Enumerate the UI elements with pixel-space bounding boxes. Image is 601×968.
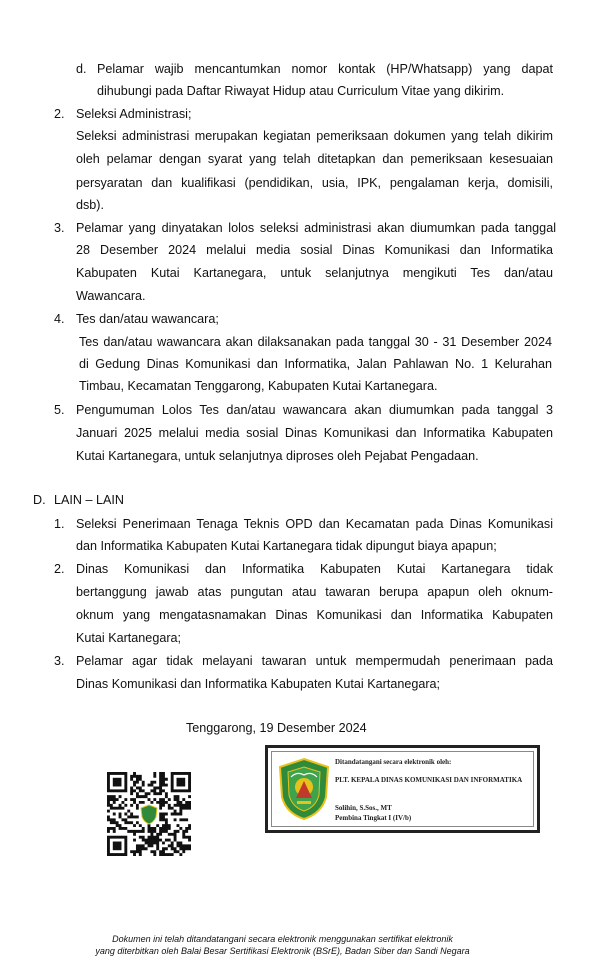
section-d-item-1-line-2: dan Informatika Kabupaten Kutai Kartanegara tidak dipungut biaya apapun;	[76, 539, 497, 553]
item-5-line-2: Januari 2025 melalui media sosial Dinas Komunikasi dan Informatika Kabupaten	[76, 426, 553, 440]
section-d-item-2-line-4: Kutai Kartanegara;	[76, 631, 182, 645]
section-d-number-2: 2.	[54, 562, 65, 576]
list-item-d-line-1: Pelamar wajib mencantumkan nomor kontak (HP/Whatsapp) yang dapat	[97, 62, 553, 76]
item-2-line-1: Seleksi administrasi merupakan kegiatan pemeriksaan dokumen yang telah dikirim	[76, 129, 553, 143]
item-3-line-4: Wawancara.	[76, 289, 146, 303]
regency-emblem-icon	[277, 757, 331, 821]
item-2-line-3: persyaratan dan kualifikasi (pendidikan, usia, IPK, pengalaman kerja, domisili,	[76, 176, 553, 190]
list-number-4: 4.	[54, 312, 65, 326]
list-number-2: 2.	[54, 107, 65, 121]
item-4-heading: Tes dan/atau wawancara;	[76, 312, 219, 326]
signature-header: Ditandatangani secara elektronik oleh:	[335, 758, 452, 766]
item-3-line-2: 28 Desember 2024 melalui media sosial Dinas Komunikasi dan Informatika	[76, 243, 553, 257]
footer-line-2: yang diterbitkan oleh Balai Besar Sertifikasi Elektronik (BSrE), Badan Siber dan Sandi Negara	[95, 946, 470, 956]
item-4-line-1: Tes dan/atau wawancara akan dilaksanakan pada tanggal 30 - 31 Desember 2024	[79, 335, 552, 349]
item-2-line-4: dsb).	[76, 198, 104, 212]
section-d-item-3-line-2: Dinas Komunikasi dan Informatika Kabupaten Kutai Kartanegara;	[76, 677, 441, 691]
item-3-line-3: Kabupaten Kutai Kartanegara, untuk selanjutnya mengikuti Tes dan/atau	[76, 266, 553, 280]
section-d-title: LAIN – LAIN	[54, 493, 124, 507]
signatory-name: Solihin, S.Sos., MT	[335, 804, 392, 812]
place-date: Tenggarong, 19 Desember 2024	[186, 721, 367, 735]
electronic-signature-box	[265, 745, 540, 833]
section-d-letter: D.	[33, 493, 46, 507]
footer-line-1: Dokumen ini telah ditandatangani secara elektronik menggunakan sertifikat elektronik	[112, 934, 453, 944]
section-d-item-2-line-1: Dinas Komunikasi dan Informatika Kabupaten Kutai Kartanegara tidak	[76, 562, 553, 576]
item-2-heading: Seleksi Administrasi;	[76, 107, 192, 121]
section-d-item-1-line-1: Seleksi Penerimaan Tenaga Teknis OPD dan Kecamatan pada Dinas Komunikasi	[76, 517, 553, 531]
section-d-number-3: 3.	[54, 654, 65, 668]
section-d-number-1: 1.	[54, 517, 65, 531]
section-d-item-2-line-2: bertanggung jawab atas pungutan atau tawaran berupa apapun oleh oknum-	[76, 585, 553, 599]
item-5-line-3: Kutai Kartanegara, untuk selanjutnya diproses oleh Pejabat Pengadaan.	[76, 449, 479, 463]
list-number-5: 5.	[54, 403, 65, 417]
item-5-line-1: Pengumuman Lolos Tes dan/atau wawancara akan diumumkan pada tanggal 3	[76, 403, 553, 417]
section-d-item-2-line-3: oknum yang mengatasnamakan Dinas Komunikasi dan Informatika Kabupaten	[76, 608, 553, 622]
list-item-d-line-2: dihubungi pada Daftar Riwayat Hidup atau Curriculum Vitae yang dikirim.	[97, 84, 505, 98]
signatory-position: PLT. KEPALA DINAS KOMUNIKASI DAN INFORMATIKA	[335, 776, 523, 784]
list-marker-d: d.	[76, 62, 87, 76]
item-4-line-2: di Gedung Dinas Komunikasi dan Informatika, Jalan Pahlawan No. 1 Kelurahan	[79, 357, 552, 371]
qr-code	[107, 772, 191, 856]
section-d-item-3-line-1: Pelamar agar tidak melayani tawaran untuk mempermudah penerimaan pada	[76, 654, 553, 668]
item-3-line-1: Pelamar yang dinyatakan lolos seleksi administrasi akan diumumkan pada tanggal	[76, 221, 556, 235]
item-4-line-3: Timbau, Kecamatan Tenggarong, Kabupaten Kutai Kartanegara.	[79, 379, 438, 393]
signatory-rank: Pembina Tingkat I (IV/b)	[335, 814, 412, 822]
item-2-line-2: oleh pelamar dengan syarat yang telah ditetapkan dan pemeriksaan kesesuaian	[76, 152, 553, 166]
list-number-3: 3.	[54, 221, 65, 235]
